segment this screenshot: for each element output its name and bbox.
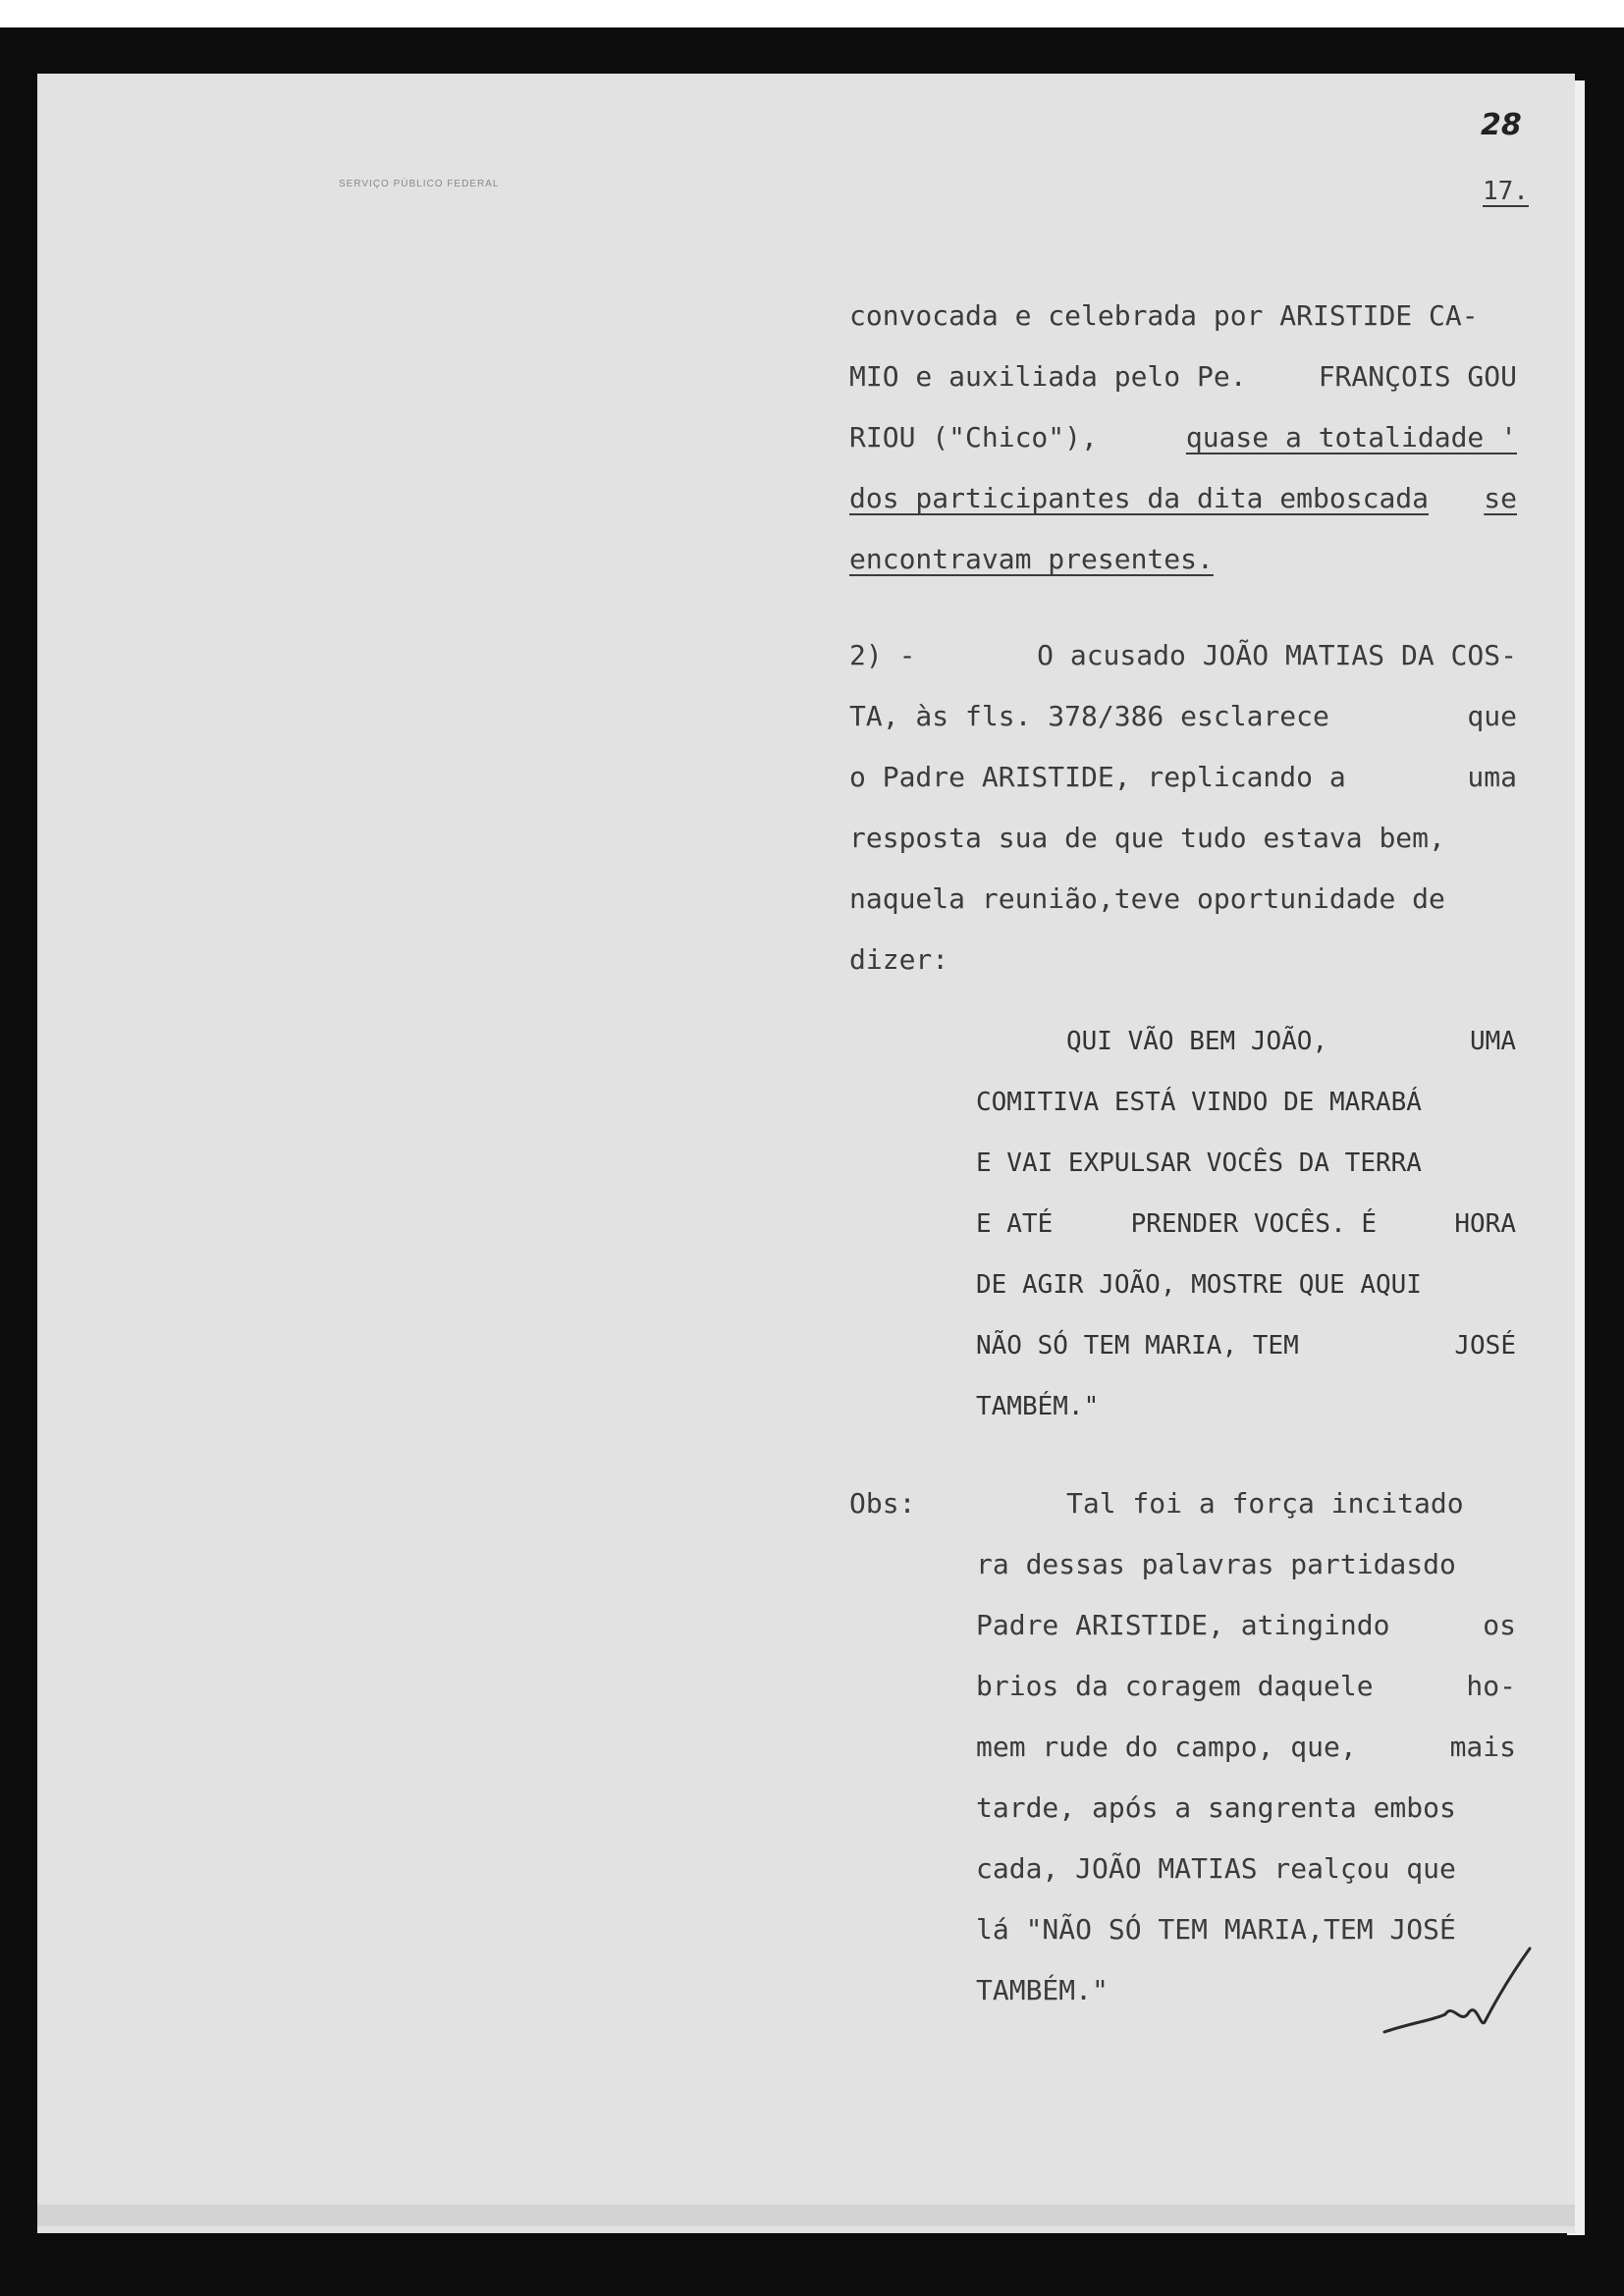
obs-line-6 [976,1791,1516,1824]
text-segment-underlined: quase a totalidade ' [1185,421,1517,454]
quote-line-7 [976,1392,1516,1421]
text-segment: lá "NÃO SÓ TEM MARIA,TEM JOSÉ [976,1913,1456,1946]
text-segment: E ATÉ [976,1209,1054,1239]
para2-line-3 [849,761,1517,793]
para1-line-5 [849,543,1517,575]
text-segment: tarde, após a sangrenta embos [976,1791,1456,1824]
handwritten-initial [1375,1944,1542,2052]
item-number: 2) - [849,639,916,671]
text-segment-underlined: dos participantes da dita emboscada [849,482,1430,514]
para2-line-6 [849,943,1517,976]
text-segment: Padre ARISTIDE, atingindo [976,1609,1390,1641]
text-segment: MIO e auxiliada pelo Pe. [849,360,1247,393]
quote-line-1 [976,1027,1516,1056]
text-segment: FRANÇOIS GOU [1318,360,1517,393]
text-segment: o Padre ARISTIDE, replicando a [849,761,1346,793]
folio-number: 28 [1481,108,1522,142]
para1-line-3 [849,421,1517,454]
obs-line-4 [976,1670,1516,1702]
para1-line-1 [849,299,1517,332]
text-segment: mais [1449,1731,1516,1763]
para2-line-4 [849,822,1517,854]
obs-line-3 [976,1609,1516,1641]
quote-line-3 [976,1148,1516,1178]
para2-line-2 [849,700,1517,732]
quote-line-2 [976,1088,1516,1117]
text-segment: DE AGIR JOÃO, MOSTRE QUE AQUI [976,1270,1422,1300]
text-segment: RIOU ("Chico"), [849,421,1098,454]
quote-line-5 [976,1270,1516,1300]
text-segment-underlined: se [1484,482,1517,514]
quote-line-6 [976,1331,1516,1361]
text-segment: TAMBÉM." [976,1392,1100,1421]
para2-line-5 [849,882,1517,915]
obs-line-2 [976,1548,1516,1580]
text-segment: COMITIVA ESTÁ VINDO DE MARABÁ [976,1088,1422,1117]
paper-bottom-edge [37,2205,1575,2226]
text-segment: PRENDER VOCÊS. É [1130,1209,1378,1239]
text-segment: E VAI EXPULSAR VOCÊS DA TERRA [976,1148,1422,1178]
text-segment: JOSÉ [1454,1331,1516,1361]
text-segment: HORA [1454,1209,1516,1239]
obs-line-5 [976,1731,1516,1763]
quote-line-4 [976,1209,1516,1239]
text-segment: QUI VÃO BEM JOÃO, [1066,1027,1328,1056]
text-segment: resposta sua de que tudo estava bem, [849,822,1445,854]
obs-line-7 [976,1852,1516,1885]
page-number: 17. [1483,177,1529,206]
text-segment: Tal foi a força incitado [1066,1487,1464,1520]
text-segment: ho- [1466,1670,1516,1702]
text-segment-underlined: encontravam presentes. [849,543,1214,575]
obs-label: Obs: [849,1487,916,1520]
text-segment: dizer: [849,943,949,976]
text-segment: cada, JOÃO MATIAS realçou que [976,1852,1456,1885]
text-segment: uma [1467,761,1517,793]
text-segment: os [1483,1609,1516,1641]
text-segment: NÃO SÓ TEM MARIA, TEM [976,1331,1299,1361]
text-segment: convocada e celebrada por ARISTIDE CA- [849,299,1479,332]
text-segment: TA, às fls. 378/386 esclarece [849,700,1329,732]
text-segment: naquela reunião,teve oportunidade de [849,882,1445,915]
obs-line-1 [976,1487,1516,1520]
text-segment: mem rude do campo, que, [976,1731,1357,1763]
para1-line-2 [849,360,1517,393]
obs-line-8 [976,1913,1516,1946]
header-stamp: SERVIÇO PÚBLICO FEDERAL [339,179,500,189]
text-segment: brios da coragem daquele [976,1670,1374,1702]
text-segment: ra dessas palavras partidasdo [976,1548,1456,1580]
para2-line-1 [849,639,1517,671]
para1-line-4 [849,482,1517,514]
scan-top-band [0,0,1624,27]
text-segment: O acusado JOÃO MATIAS DA COS- [1037,639,1517,671]
text-segment: UMA [1470,1027,1516,1056]
text-segment: TAMBÉM." [976,1974,1109,2006]
text-segment: que [1467,700,1517,732]
